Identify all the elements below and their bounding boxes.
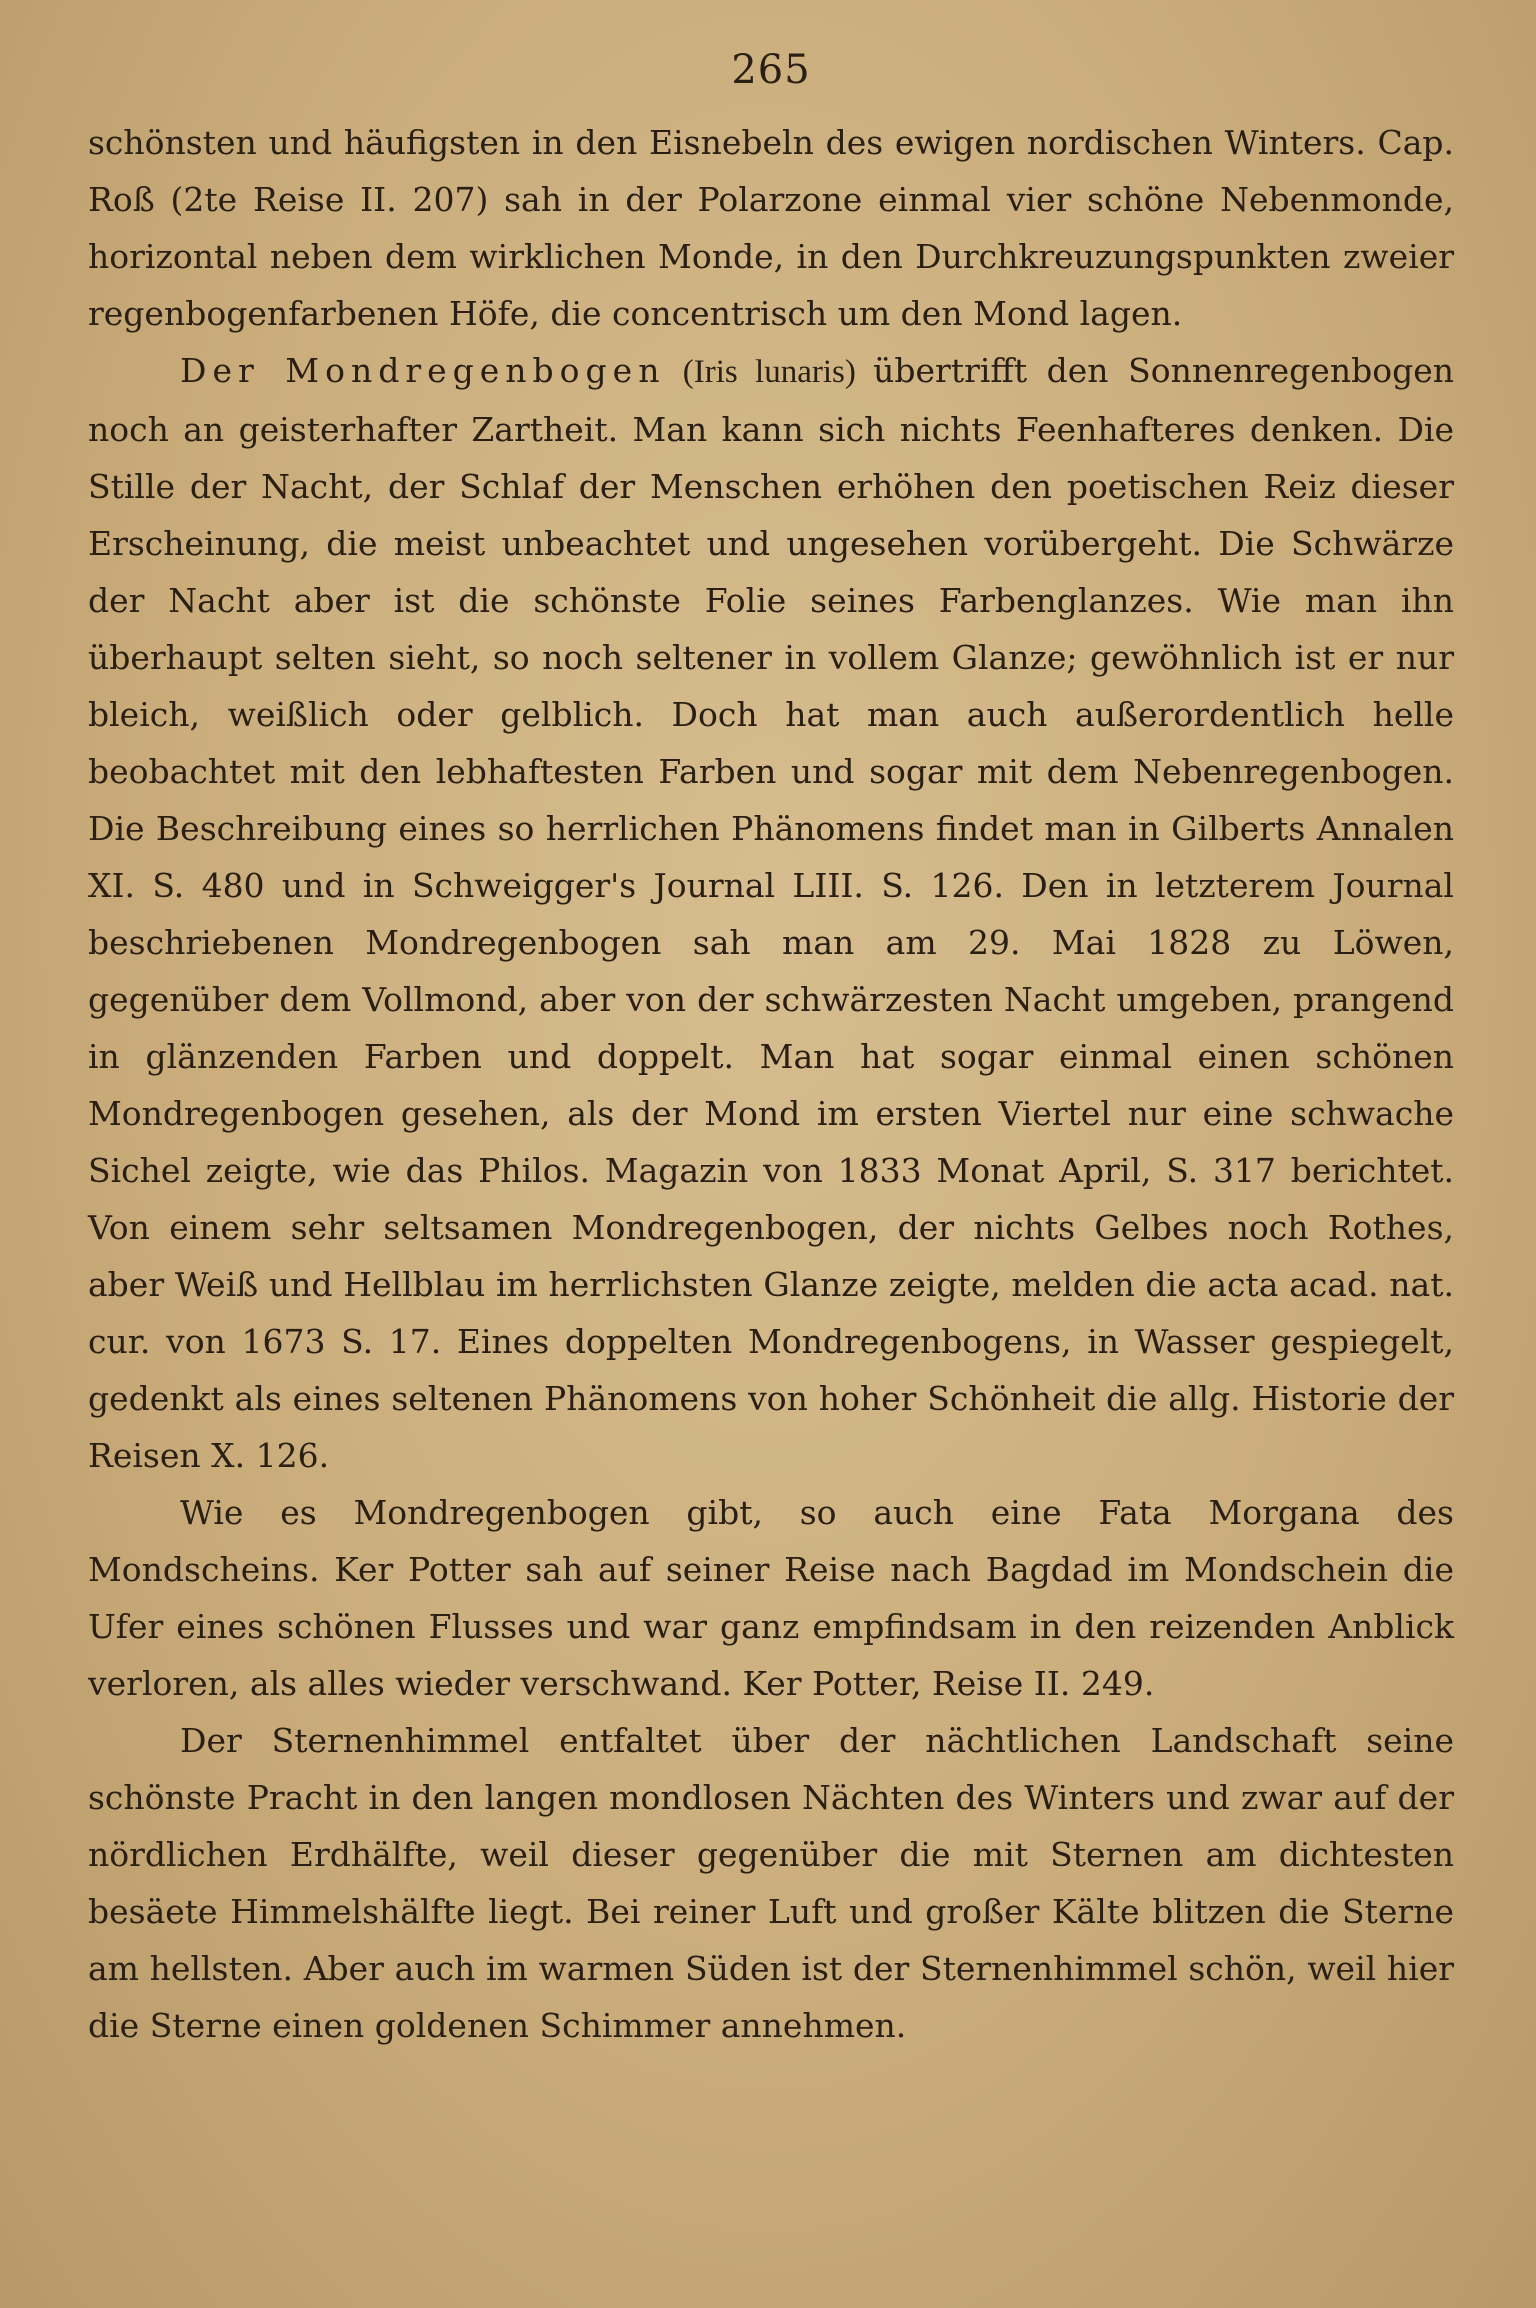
paragraph-2-lead-latin: (Iris lunaris) <box>665 354 874 390</box>
text-body <box>88 114 1454 2054</box>
paragraph-4: Der Sternenhimmel entfaltet über der nächtlichen Landschaft seine schönste Pracht in den langen mondlosen Nächten des Winters und zwar auf der nördlichen Erdhälfte, weil dieser gegenüber die mit Sternen am dichtesten besäete Himmelshälfte liegt. Bei reiner Luft und großer Kälte blitzen die Sterne am hellsten. Aber auch im warmen Süden ist der Sternenhimmel schön, weil hier die Sterne einen goldenen Schimmer annehmen. <box>88 1721 1454 2045</box>
paragraph-2-text: übertrifft den Sonnenregenbogen noch an geisterhafter Zartheit. Man kann sich nichts Feenhafteres denken. Die Stille der Nacht, der Schlaf der Menschen erhöhen den poetischen Reiz dieser Erscheinung, die meist unbeachtet und ungesehen vorübergeht. Die Schwärze der Nacht aber ist die schönste Folie seines Farbenglanzes. Wie man ihn überhaupt selten sieht, so noch seltener in vollem Glanze; gewöhnlich ist er nur bleich, weißlich oder gelblich. Doch hat man auch außerordentlich helle beobachtet mit den lebhaftesten Farben und sogar mit dem Nebenregenbogen. Die Beschreibung eines so herrlichen Phänomens findet man in Gilberts Annalen XI. S. 480 und in Schweigger's Journal LIII. S. 126. Den in letzterem Journal beschriebenen Mondregenbogen sah man am 29. Mai 1828 zu Löwen, gegenüber dem Vollmond, aber von der schwärzesten Nacht umgeben, prangend in glänzenden Farben und doppelt. Man hat sogar einmal einen schönen Mondregenbogen gesehen, als der Mond im ersten Viertel nur eine schwache Sichel zeigte, wie das Philos. Magazin von 1833 Monat April, S. 317 berichtet. Von einem sehr seltsamen Mondregenbogen, der nichts Gelbes noch Rothes, aber Weiß und Hellblau im herrlichsten Glanze zeigte, melden die acta acad. nat. cur. von 1673 S. 17. Eines doppelten Mondregenbogens, in Wasser gespiegelt, gedenkt als eines seltenen Phänomens von hoher Schönheit die allg. Historie der Reisen X. 126. <box>88 351 1454 1475</box>
page-number: 265 <box>731 47 811 93</box>
paragraph-3: Wie es Mondregenbogen gibt, so auch eine Fata Morgana des Mondscheins. Ker Potter sah auf seiner Reise nach Bagdad im Mondschein die Ufer eines schönen Flusses und war ganz empfindsam in den reizenden Anblick verloren, als alles wieder verschwand. Ker Potter, Reise II. 249. <box>88 1493 1454 1703</box>
paragraph-1: schönsten und häufigsten in den Eisnebeln des ewigen nordischen Winters. Cap. Roß (2te Reise II. 207) sah in der Polarzone einmal vier schöne Nebenmonde, horizontal neben dem wirklichen Monde, in den Durchkreuzungspunkten zweier regenbogenfarbenen Höfe, die concentrisch um den Mond lagen. <box>88 123 1454 333</box>
paragraph-2 <box>88 342 1454 1484</box>
paragraph-2-lead-spaced: Der Mondregenbogen <box>180 351 666 390</box>
